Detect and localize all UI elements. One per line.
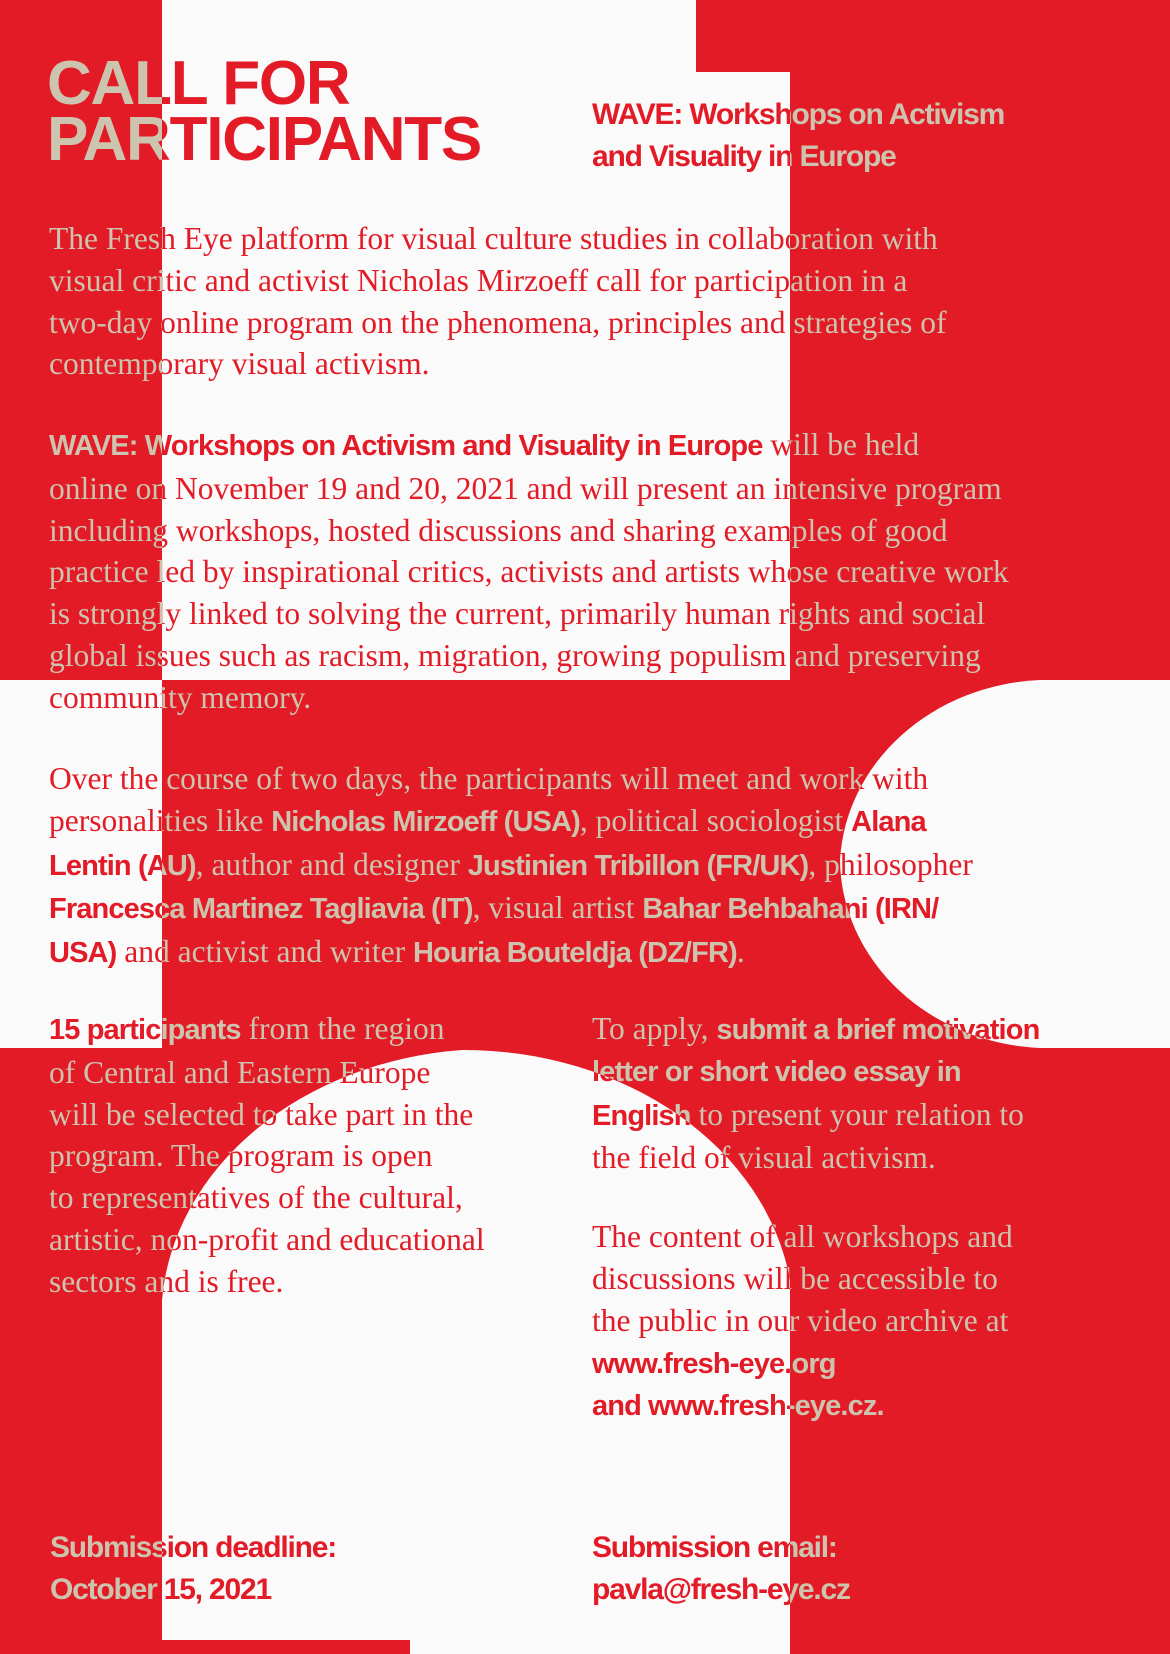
submission-deadline [50, 1527, 336, 1611]
program-line: global issues such as racism, migration, growing populism and preserving [49, 637, 981, 673]
participants-count: 15 participants [49, 1014, 241, 1046]
people-text: , author and designer [195, 846, 468, 882]
intro-paragraph [49, 218, 1129, 385]
deadline-label: Submission deadline: [50, 1531, 337, 1564]
program-line [49, 424, 1149, 468]
archive-paragraph [592, 1216, 1132, 1341]
archive-line: the public in our video archive at [592, 1302, 1009, 1338]
deadline-value: October 15, 2021 [50, 1573, 271, 1606]
program-line: is strongly linked to solving the current, primarily human rights and social [49, 596, 986, 632]
participants-line: artistic, non-profit and educational [49, 1221, 485, 1257]
program-paragraph [49, 424, 1149, 719]
apply-line [592, 1094, 1132, 1138]
apply-lead: To apply, [592, 1011, 717, 1046]
apply-line: the field of visual activism. [592, 1140, 936, 1176]
person-behbahani: Bahar Behbahani (IRN/ [642, 893, 939, 926]
person-lentin-cont: Lentin (AU) [49, 849, 196, 882]
page-title [47, 49, 482, 174]
participants-line-rest: from the region [240, 1011, 445, 1046]
subtitle-line-1: WAVE: Workshops on Activism [592, 98, 1005, 131]
email-link[interactable]: pavla@fresh-eye.cz [592, 1573, 850, 1606]
people-line [49, 844, 1149, 888]
participants-line: will be selected to take part in the [49, 1096, 474, 1132]
archive-links [592, 1343, 884, 1427]
program-line-rest: will be held [762, 427, 920, 462]
people-text: , philosopher [808, 846, 973, 882]
people-paragraph [49, 758, 1149, 975]
participants-line: to representatives of the cultural, [49, 1180, 463, 1216]
participants-line [49, 1008, 569, 1052]
intro-line: The Fresh Eye platform for visual culture studies in collaboration with [49, 221, 938, 256]
person-behbahani-cont: USA) [49, 937, 117, 970]
apply-line [592, 1008, 1132, 1052]
link-fresh-eye-cz[interactable]: and www.fresh-eye.cz. [592, 1390, 884, 1422]
people-text: , political sociologist [579, 802, 852, 838]
intro-line: two-day online program on the phenomena, principles and strategies of [49, 304, 947, 340]
people-text: personalities like [49, 802, 272, 838]
participants-line: of Central and Eastern Europe [49, 1054, 431, 1090]
apply-paragraph [592, 1008, 1132, 1179]
participants-line: sectors and is free. [49, 1263, 284, 1299]
participants-line: program. The program is open [49, 1138, 433, 1174]
people-line [49, 800, 1149, 844]
person-tagliavia: Francesca Martinez Tagliavia (IT) [49, 893, 473, 926]
program-name: WAVE: Workshops on Activism and Visuality in Europe [49, 430, 763, 462]
people-text: , visual artist [472, 890, 643, 926]
archive-line: discussions will be accessible to [592, 1260, 998, 1296]
program-line: online on November 19 and 20, 2021 and will present an intensive program [49, 470, 1002, 506]
apply-line: letter or short video essay in [592, 1055, 961, 1088]
people-line [49, 887, 1149, 931]
participants-paragraph [49, 1008, 569, 1303]
submission-email [592, 1527, 850, 1611]
apply-bold: submit a brief motivation [716, 1014, 1040, 1046]
intro-line: visual critic and activist Nicholas Mirzoeff call for participation in a [49, 262, 908, 298]
subtitle-line-2: and Visuality in Europe [592, 140, 896, 173]
people-line [49, 931, 1149, 975]
intro-line: contemporary visual activism. [49, 346, 430, 382]
archive-line: The content of all workshops and [592, 1219, 1013, 1254]
people-text: . [736, 934, 745, 970]
title-line-1: CALL FOR [47, 49, 350, 118]
apply-rest: to present your relation to [690, 1096, 1024, 1132]
person-mirzoeff: Nicholas Mirzoeff (USA) [271, 805, 580, 838]
people-text: and activist and writer [116, 934, 413, 970]
link-fresh-eye-org[interactable]: www.fresh-eye.org [592, 1348, 836, 1380]
program-line: community memory. [49, 679, 312, 715]
program-line: practice led by inspirational critics, activists and artists whose creative work [49, 554, 1009, 590]
people-line: Over the course of two days, the participants will meet and work with [49, 761, 929, 796]
person-tribillon: Justinien Tribillon (FR/UK) [467, 849, 809, 882]
email-label: Submission email: [592, 1531, 837, 1564]
program-line: including workshops, hosted discussions and sharing examples of good [49, 512, 948, 548]
subtitle [592, 94, 1004, 178]
person-lentin: Alana [851, 805, 926, 838]
apply-bold: English [592, 1099, 691, 1132]
person-bouteldja: Houria Bouteldja (DZ/FR) [412, 937, 737, 970]
title-line-2: PARTICIPANTS [47, 105, 482, 174]
